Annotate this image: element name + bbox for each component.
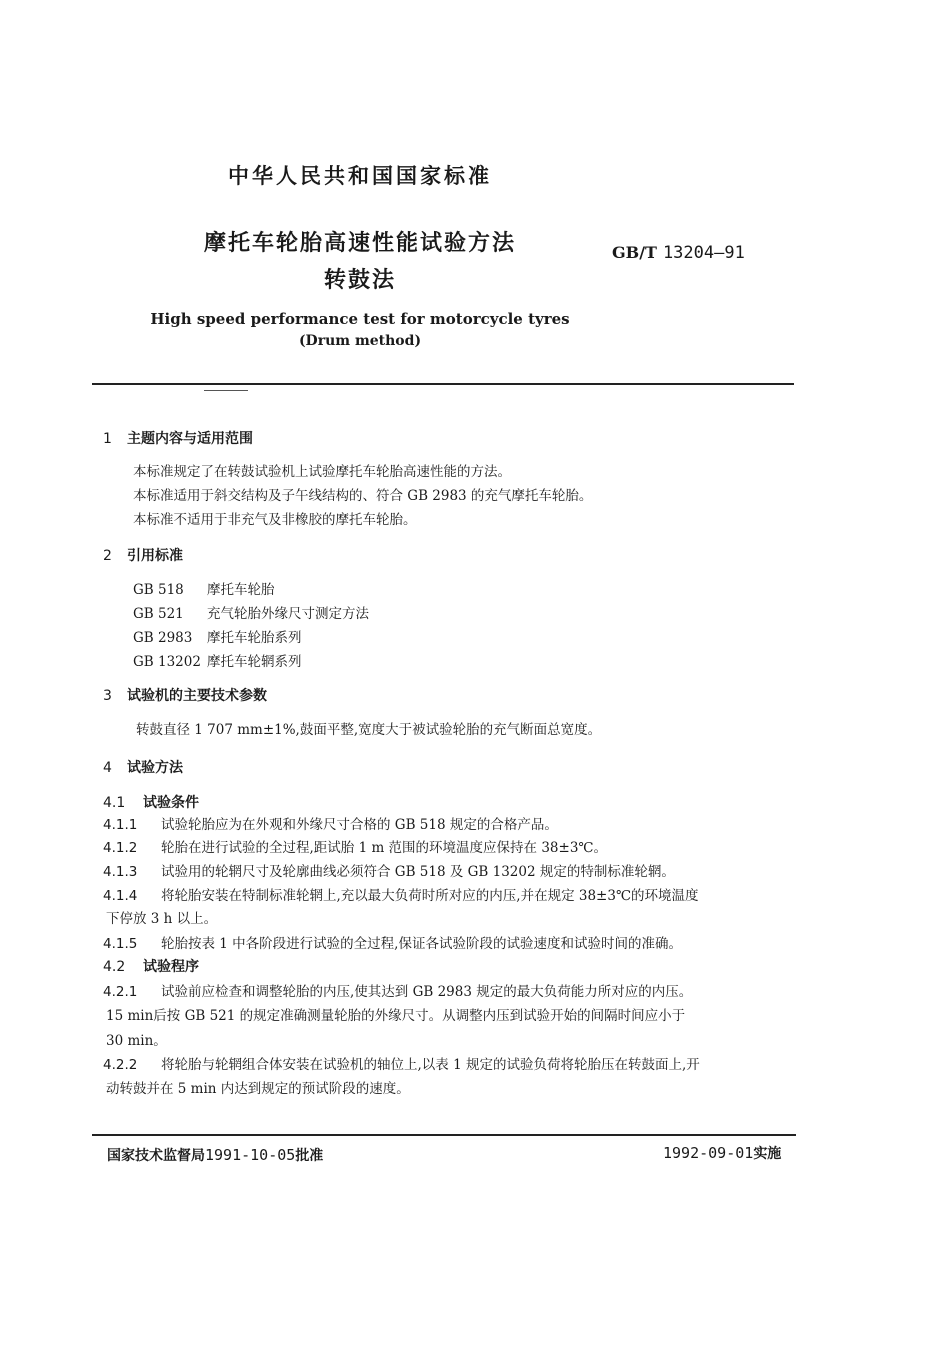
clause-4-2-1-continued-2: 30 min。 (106, 1033, 167, 1049)
section-1-para-2: 本标准适用于斜交结构及子午线结构的、符合 GB 2983 的充气摩托车轮胎。 (133, 488, 593, 504)
reference-gb518: GB 518 摩托车轮胎 (133, 582, 275, 598)
document-subtitle: 转鼓法 (323, 268, 396, 293)
standard-code: 13204—91 (662, 243, 745, 263)
clause-4-2-2: 4.2.2 将轮胎与轮辋组合体安装在试验机的轴位上,以表 1 规定的试验负荷将轮胎压在转鼓面上,开 (103, 1057, 700, 1073)
subsection-4-1-heading: 4.1 试验条件 (103, 795, 199, 811)
reference-gb2983: GB 2983 摩托车轮胎系列 (133, 630, 302, 646)
section-1-para-1: 本标准规定了在转鼓试验机上试验摩托车轮胎高速性能的方法。 (133, 464, 511, 480)
section-3-para: 转鼓直径 1 707 mm±1%,鼓面平整,宽度大于被试验轮胎的充气断面总宽度。 (136, 722, 602, 738)
clause-4-2-1: 4.2.1 试验前应检查和调整轮胎的内压,使其达到 GB 2983 规定的最大负荷能力所对应的内压。 (103, 984, 693, 1000)
header-divider (92, 383, 794, 385)
clause-4-1-2: 4.1.2 轮胎在进行试验的全过程,距试胎 1 m 范围的环境温度应保持在 38±3℃。 (103, 840, 608, 856)
section-3-heading: 3 试验机的主要技术参数 (103, 688, 267, 704)
clause-4-2-2-continued: 动转鼓并在 5 min 内达到规定的预试阶段的速度。 (106, 1081, 410, 1097)
section-1-para-3: 本标准不适用于非充气及非橡胶的摩托车轮胎。 (133, 512, 417, 528)
header-short-rule (204, 390, 248, 391)
standard-prefix: GB/T (612, 243, 657, 262)
subsection-4-2-heading: 4.2 试验程序 (103, 959, 199, 975)
clause-4-2-1-continued-1: 15 min后按 GB 521 的规定准确测量轮胎的外缘尺寸。从调整内压到试验开始的间隔时间应小于 (106, 1008, 686, 1024)
clause-4-1-3: 4.1.3 试验用的轮辋尺寸及轮廓曲线必须符合 GB 518 及 GB 13202 规定的特制标准轮辋。 (103, 864, 675, 880)
approval-date: 1991-10-05 (205, 1146, 296, 1164)
reference-gb13202: GB 13202 摩托车轮辋系列 (133, 654, 302, 670)
english-subtitle: (Drum method) (298, 333, 422, 349)
clause-4-1-4-continued: 下停放 3 h 以上。 (106, 911, 218, 927)
document-title: 摩托车轮胎高速性能试验方法 (203, 231, 516, 256)
effective-date: 1992-09-01 (663, 1144, 754, 1162)
approving-authority: 国家技术监督局 (107, 1148, 205, 1164)
standard-number (612, 243, 745, 263)
clause-4-1-5: 4.1.5 轮胎按表 1 中各阶段进行试验的全过程,保证各试验阶段的试验速度和试验时间的准确。 (103, 936, 682, 952)
reference-gb521: GB 521 充气轮胎外缘尺寸测定方法 (133, 606, 369, 622)
national-standard-heading: 中华人民共和国国家标准 (228, 164, 492, 188)
clause-4-1-4: 4.1.4 将轮胎安装在特制标准轮辋上,充以最大负荷时所对应的内压,并在规定 38±3℃的环境温度 (103, 888, 699, 904)
effective-label: 实施 (753, 1146, 782, 1162)
effective-line (663, 1143, 781, 1163)
english-title: High speed performance test for motorcycle tyres (150, 310, 570, 328)
section-4-heading: 4 试验方法 (103, 760, 183, 776)
approval-line (107, 1145, 323, 1165)
section-1-heading: 1 主题内容与适用范围 (103, 431, 253, 447)
approval-label: 批准 (295, 1148, 324, 1164)
clause-4-1-1: 4.1.1 试验轮胎应为在外观和外缘尺寸合格的 GB 518 规定的合格产品。 (103, 817, 558, 833)
footer-divider (92, 1134, 796, 1136)
section-2-heading: 2 引用标准 (103, 548, 183, 564)
